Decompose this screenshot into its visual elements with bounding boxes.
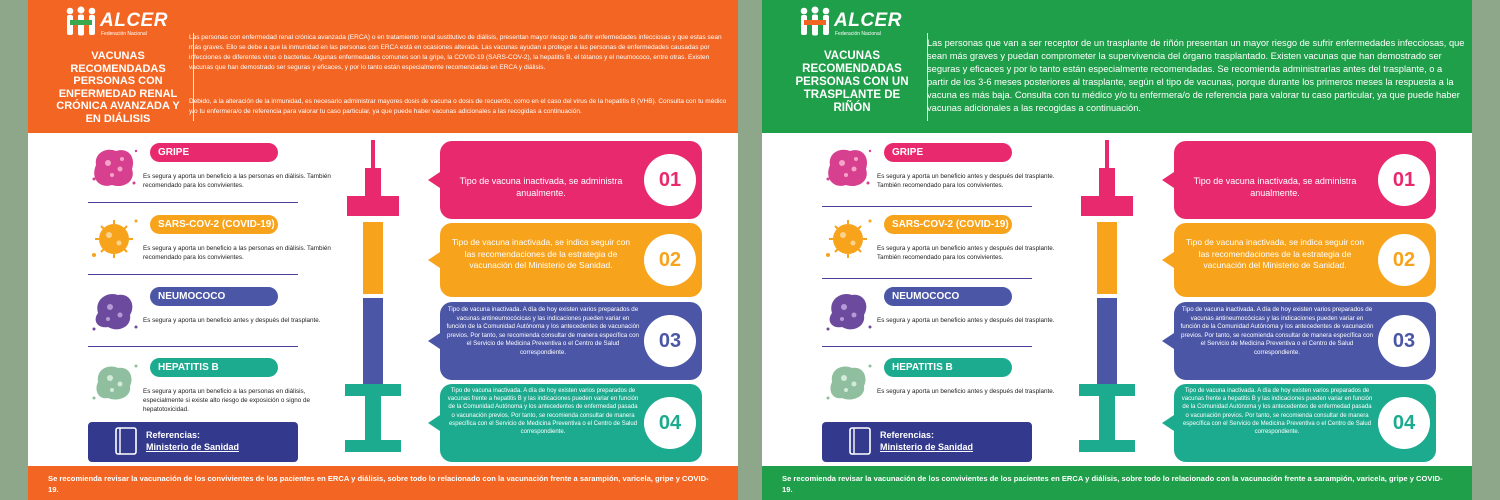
book-icon [114, 426, 138, 456]
hepatitis-virus-icon [88, 358, 140, 406]
alcer-logo-icon [798, 6, 832, 40]
callout-text-01: Tipo de vacuna inactivada, se administra anualmente. [459, 176, 623, 198]
separator [822, 278, 1032, 279]
vaccine-label-gripe: GRIPE [150, 143, 278, 162]
callout-number-03: 03 [1378, 315, 1430, 367]
footer-note: Se recomienda revisar la vacunación de los convivientes de los pacientes en ERCA y diálisis, sobre todo lo relacionado con la vacunación frente a sarampión, varicela, gripe y COVID-19. [28, 466, 738, 500]
vaccine-desc-covid: Es segura y aporta un beneficio a las personas en diálisis. También recomendado para los convivientes. [143, 245, 331, 261]
vaccine-desc-neumococo: Es segura y aporta un beneficio antes y después del trasplante. [143, 317, 321, 324]
references-link[interactable]: Ministerio de Sanidad [880, 442, 974, 452]
page-title: VACUNAS RECOMENDADAS PERSONAS CON ENFERMEDAD RENAL CRÓNICA AVANZADA Y EN DIÁLISIS [56, 50, 180, 125]
logo-name: ALCER [100, 10, 168, 31]
vaccine-label-neumococo: NEUMOCOCO [150, 287, 278, 306]
callout-text-03: Tipo de vacuna inactivada. A día de hoy existen varios preparados de vacunas antineumocócicas y las indicaciones pueden variar en función de la Comunidad Autónoma y los antecedentes de vacunación previos. Por tanto, se recomienda consultar de manera específica con el Servicio de Medicina Preventiva o el Centro de Salud correspondiente. [1180, 306, 1374, 356]
logo-subtitle: Federación Nacional [835, 31, 881, 37]
callout-number-02: 02 [1378, 234, 1430, 286]
covid-virus-icon [88, 215, 140, 263]
references-box [88, 422, 298, 462]
callout-text-02: Tipo de vacuna inactivada, se indica seguir con las recomendaciones de la estrategia de vacunación del Ministerio de Sanidad. [451, 237, 631, 270]
callout-text-03: Tipo de vacuna inactivada. A día de hoy existen varios preparados de vacunas antineumocócicas y las indicaciones pueden variar en función de la Comunidad Autónoma y los antecedentes de vacunación previos. Por tanto, se recomienda consultar de manera específica con el Servicio de Medicina Preventiva o el Centro de Salud correspondiente. [446, 306, 640, 356]
syringe-icon [1077, 140, 1137, 455]
vaccine-label-covid: SARS-COV-2 (COVID-19) [150, 215, 278, 234]
callout-text-02: Tipo de vacuna inactivada, se indica seguir con las recomendaciones de la estrategia de vacunación del Ministerio de Sanidad. [1185, 237, 1365, 270]
separator [88, 202, 298, 203]
vaccine-label-hepatitis-b: HEPATITIS B [884, 358, 1012, 377]
vaccine-label-covid: SARS-COV-2 (COVID-19) [884, 215, 1012, 234]
callout-text-01: Tipo de vacuna inactivada, se administra anualmente. [1193, 176, 1357, 198]
logo-subtitle: Federación Nacional [101, 31, 147, 37]
header [762, 0, 1472, 133]
callout-01 [1174, 141, 1436, 219]
pneumococcus-icon [822, 287, 874, 335]
references-link[interactable]: Ministerio de Sanidad [146, 442, 240, 452]
vaccine-label-gripe: GRIPE [884, 143, 1012, 162]
callout-03 [1174, 302, 1436, 380]
syringe-icon [343, 140, 403, 455]
callout-number-01: 01 [1378, 154, 1430, 206]
vaccine-label-hepatitis-b: HEPATITIS B [150, 358, 278, 377]
references-box [822, 422, 1032, 462]
callout-04 [1174, 384, 1436, 462]
infographic-dialysis [28, 0, 738, 500]
separator [822, 206, 1032, 207]
callout-text-04: Tipo de vacuna inactivada. A día de hoy existen varios preparados de vacunas frente a hepatitis B y las indicaciones pueden variar en función de la Comunidad Autónoma y los antecedentes de enfermedad pasada o vacunación previos. Por tanto, se recomienda consultar de manera específica con el Servicio de Medicina Preventiva o el Centro de Salud correspondiente. [447, 388, 639, 436]
separator [822, 346, 1032, 347]
alcer-logo [64, 6, 168, 42]
callout-01 [440, 141, 702, 219]
flu-virus-icon [88, 143, 140, 191]
intro-paragraph-1: Las personas con enfermedad renal crónica avanzada (ERCA) o en tratamiento renal sustitutivo de diálisis, presentan mayor riesgo de sufrir enfermedades infecciosas y que estas sean más graves. Ello se debe a que la inmunidad en las personas con ERCA está en ocasiones alterada. Las vacunas ayudan a proteger a las personas de enfermedades causadas por infecciones de diferentes virus o bacterias. Algunas enfermedades comunes son la gripe, la COVID-19 (SARS-COV-2), la hepatitis B, el tétanos y el neumococo, entre otras. Existen vacunas que han demostrado ser seguras y eficaces, y por lo tanto están especialmente recomendadas en ERCA y diálisis. [189, 34, 722, 71]
callout-text-04: Tipo de vacuna inactivada. A día de hoy existen varios preparados de vacunas frente a hepatitis B y las indicaciones pueden variar en función de la Comunidad Autónoma y los antecedentes de enfermedad pasada o vacunación previos. Por tanto, se recomienda consultar de manera específica con el Servicio de Medicina Preventiva o el Centro de Salud correspondiente. [1181, 388, 1373, 436]
covid-virus-icon [822, 215, 874, 263]
vaccine-desc-gripe: Es segura y aporta un beneficio antes y después del trasplante. También recomendado para los convivientes. [877, 173, 1055, 189]
vaccine-desc-hepatitis-b: Es segura y aporta un beneficio antes y después del trasplante. [877, 388, 1055, 395]
callout-02 [440, 223, 702, 297]
references-title: Referencias: [880, 430, 935, 440]
callout-number-04: 04 [644, 397, 696, 449]
callout-04 [440, 384, 702, 462]
separator [88, 274, 298, 275]
intro-paragraph-1: Las personas que van a ser receptor de un trasplante de riñón presentan un mayor riesgo de sufrir enfermedades infecciosas, que sean más graves y puedan comprometer la supervivencia del órgano trasplantado. Existen vacunas que han demostrado ser seguras y eficaces y por lo tanto están especialmente recomendadas. Se recomienda administrarlas antes del trasplante, o a partir de los 3-6 meses posteriores al trasplante, según el tipo de vacunas, porque durante los primeros meses la respuesta a la vacuna es más baja. Consulta con tu médico y/o tu enfermera/o de referencia para valorar tu caso particular, ya que puede haber vacunas adicionales a las recogidas a continuación. [927, 38, 1465, 113]
callout-02 [1174, 223, 1436, 297]
pneumococcus-icon [88, 287, 140, 335]
vaccine-desc-hepatitis-b: Es segura y aporta un beneficio a las personas en diálisis, especialmente si existe alto riesgo de exposición o signo de hepatotoxicidad. [143, 388, 310, 413]
flu-virus-icon [822, 143, 874, 191]
vaccine-label-neumococo: NEUMOCOCO [884, 287, 1012, 306]
page-title: VACUNAS RECOMENDADAS PERSONAS CON UN TRASPLANTE DE RIÑÓN [795, 50, 909, 114]
vaccine-desc-covid: Es segura y aporta un beneficio antes y después del trasplante. También recomendado para los convivientes. [877, 245, 1055, 261]
header [28, 0, 738, 133]
intro-paragraph-2: Debido, a la alteración de la inmunidad, es necesario administrar mayores dosis de vacuna o dosis de recuerdo, como en el caso del virus de la hepatitis B (VHB). Consulta con tu médico y/o tu enfermera/o de referencia para valorar tu caso particular, ya que puede haber vacunas adicionales a las recogidas a continuación. [189, 98, 727, 115]
vaccine-desc-neumococo: Es segura y aporta un beneficio antes y después del trasplante. [877, 317, 1055, 324]
references-title: Referencias: [146, 430, 201, 440]
book-icon [848, 426, 872, 456]
callout-number-01: 01 [644, 154, 696, 206]
callout-number-03: 03 [644, 315, 696, 367]
footer-note: Se recomienda revisar la vacunación de los convivientes de los pacientes en ERCA y diálisis, sobre todo lo relacionado con la vacunación frente a sarampión, varicela, gripe y COVID-19. [762, 466, 1472, 500]
hepatitis-virus-icon [822, 358, 874, 406]
separator [88, 346, 298, 347]
infographic-transplant [762, 0, 1472, 500]
alcer-logo [798, 6, 902, 42]
callout-number-02: 02 [644, 234, 696, 286]
callout-number-04: 04 [1378, 397, 1430, 449]
alcer-logo-icon [64, 6, 98, 40]
logo-name: ALCER [834, 10, 902, 31]
vaccine-desc-gripe: Es segura y aporta un beneficio a las personas en diálisis. También recomendado para los convivientes. [143, 173, 331, 189]
callout-03 [440, 302, 702, 380]
